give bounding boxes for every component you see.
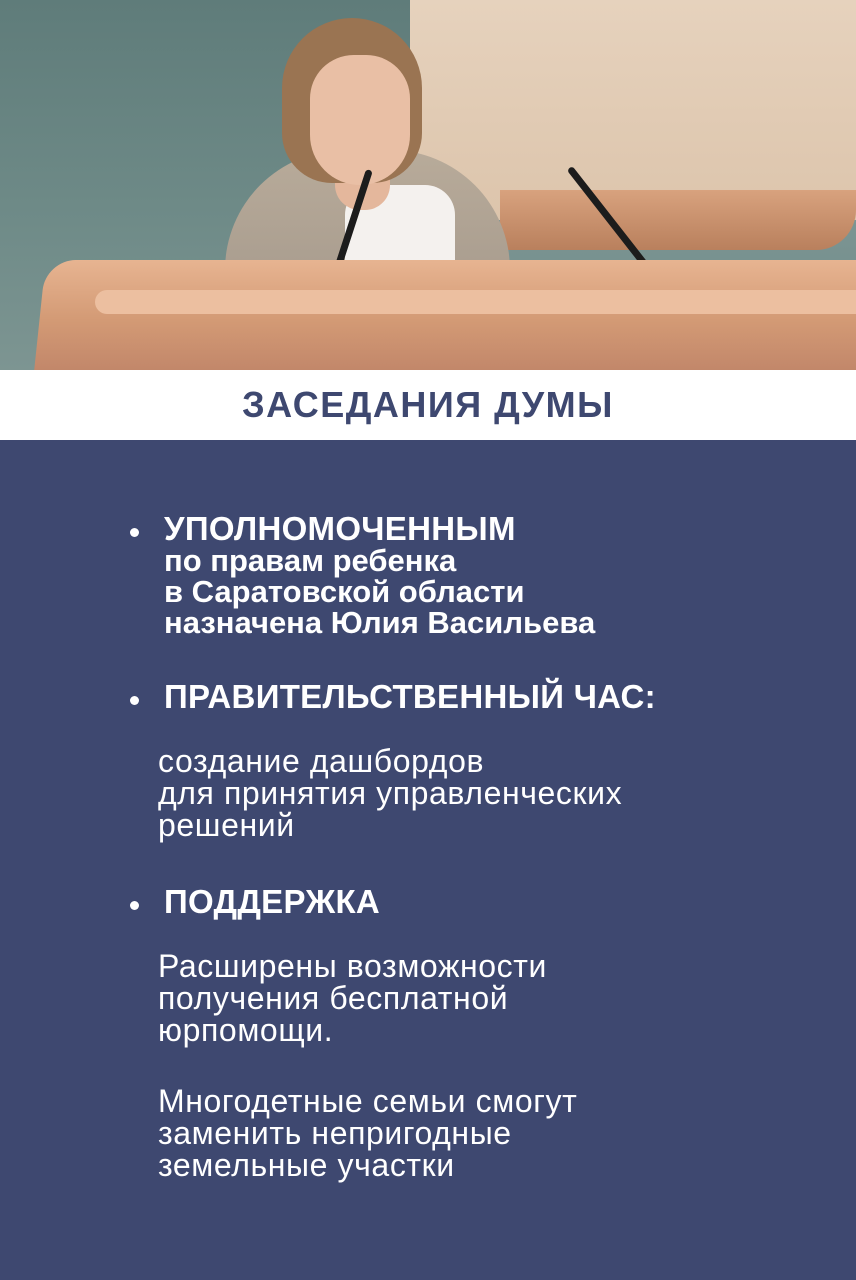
paragraph-line: юрпомощи. — [158, 1012, 334, 1048]
section-ombudsman-text — [164, 512, 595, 638]
paragraph-line: заменить непригодные — [158, 1115, 512, 1151]
content-panel — [0, 440, 856, 1280]
section-ombudsman — [130, 512, 595, 638]
speaker-face — [310, 55, 410, 185]
section-line: в Саратовской области — [164, 574, 525, 609]
title-band — [0, 370, 856, 440]
support-paragraph-legal-aid — [158, 950, 547, 1046]
page-title: ЗАСЕДАНИЯ ДУМЫ — [242, 384, 614, 425]
bullet-icon — [130, 528, 139, 537]
paragraph-line: получения бесплатной — [158, 980, 509, 1016]
speaker-photo — [0, 0, 856, 370]
podium-desk — [34, 260, 856, 370]
section-government-hour — [130, 680, 656, 713]
photo-rail — [500, 190, 856, 250]
paragraph-line: Расширены возможности — [158, 948, 547, 984]
section-heading: ПОДДЕРЖКА — [164, 883, 381, 920]
section-heading: УПОЛНОМОЧЕННЫМ — [164, 510, 516, 547]
paragraph-line: Многодетные семьи смогут — [158, 1083, 578, 1119]
section-line: назначена Юлия Васильева — [164, 605, 596, 640]
section-support — [130, 885, 380, 918]
bullet-icon — [130, 901, 139, 910]
bullet-icon — [130, 696, 139, 705]
section-line: решений — [158, 807, 295, 843]
paragraph-line: земельные участки — [158, 1147, 455, 1183]
section-line: по правам ребенка — [164, 543, 457, 578]
podium-desk-top — [95, 290, 856, 314]
section-line: для принятия управленческих — [158, 775, 623, 811]
section-heading: ПРАВИТЕЛЬСТВЕННЫЙ ЧАС: — [164, 678, 656, 715]
support-paragraph-land-plots — [158, 1085, 577, 1181]
section-government-hour-text — [158, 745, 622, 841]
section-line: создание дашбордов — [158, 743, 485, 779]
